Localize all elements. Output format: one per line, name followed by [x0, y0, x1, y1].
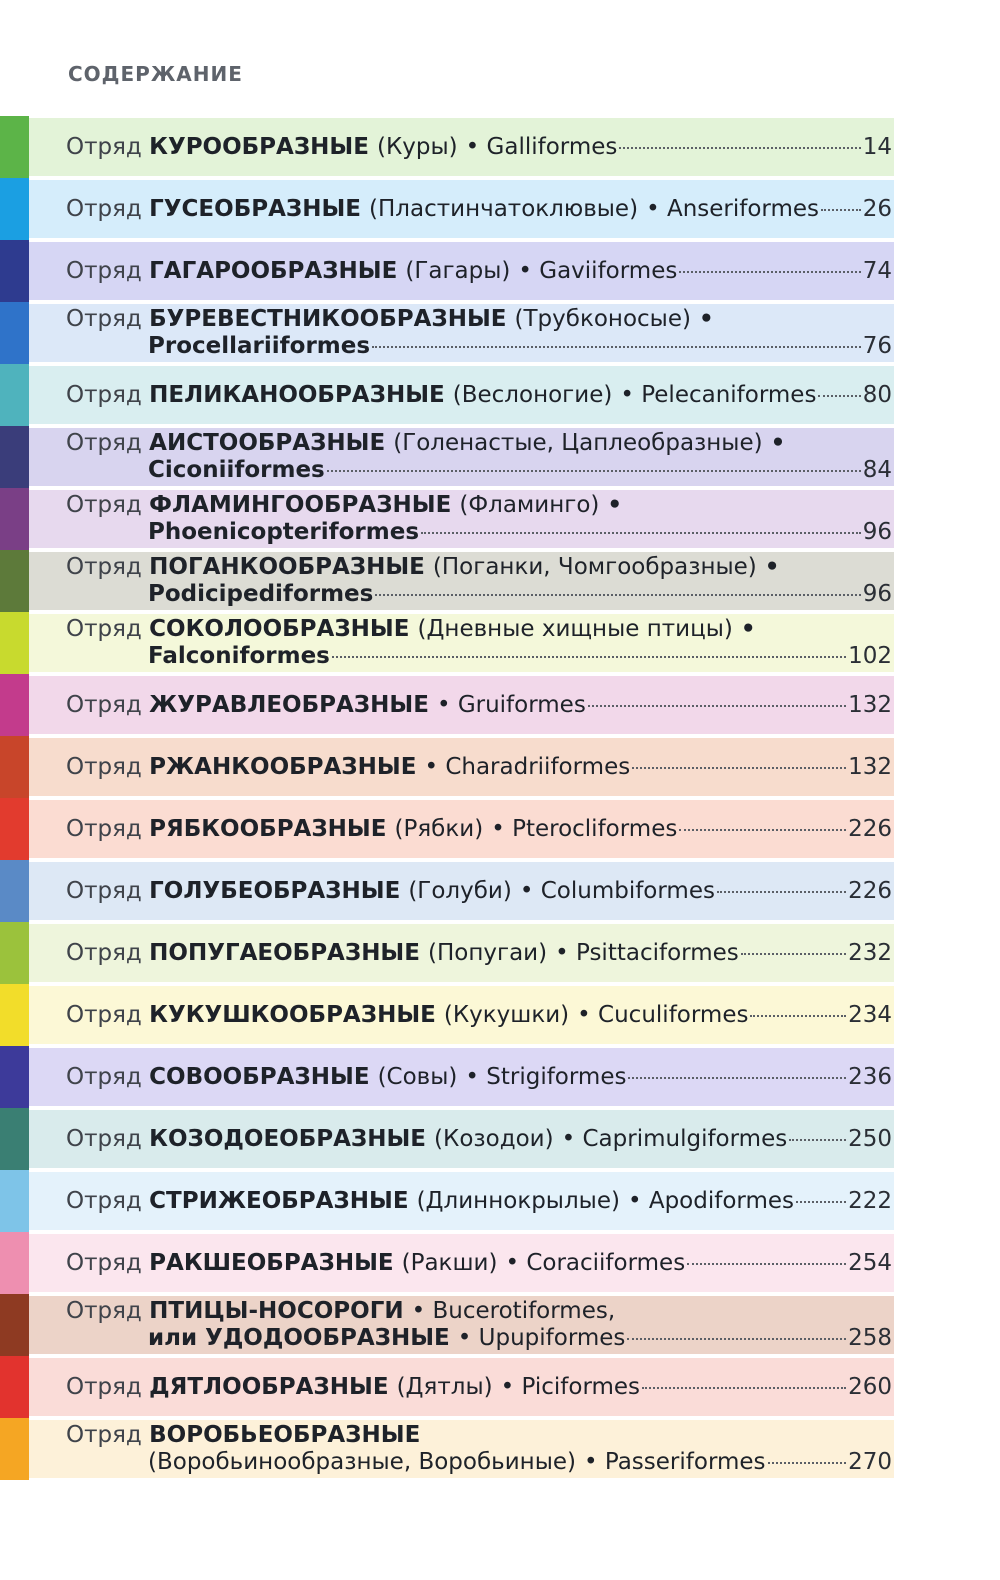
entry-prefix: Отряд [66, 1001, 142, 1028]
entry-prefix: Отряд [66, 1373, 142, 1400]
color-stripe [0, 674, 29, 736]
dot-leader [421, 532, 861, 534]
color-stripe [0, 240, 29, 302]
entry-prefix: Отряд [66, 1063, 142, 1090]
entry-title: КОЗОДОЕОБРАЗНЫЕ (Козодои) • Caprimulgiformes [149, 1125, 788, 1152]
toc-entry[interactable] [0, 116, 894, 178]
entry-title: ПОГАНКООБРАЗНЫЕ (Поганки, Чомгообразные) • [149, 554, 780, 580]
entry-page-number: 226 [848, 815, 892, 842]
entry-line-2 [66, 1449, 892, 1476]
entry-line-1 [66, 1064, 892, 1091]
entry-prefix: Отряд [66, 1422, 142, 1448]
dot-leader [327, 470, 861, 472]
toc-entry[interactable] [0, 1356, 894, 1418]
entry-line-1 [66, 1126, 892, 1153]
entry-page-number: 26 [862, 195, 892, 222]
entry-page-number: 102 [848, 643, 892, 669]
toc-entry[interactable] [0, 674, 894, 736]
entry-page-number: 260 [848, 1373, 892, 1400]
entry-prefix: Отряд [66, 815, 142, 842]
entry-prefix: Отряд [66, 257, 142, 284]
entry-line-1 [66, 754, 892, 781]
entry-line-2 [66, 581, 892, 608]
dot-leader [642, 1387, 846, 1389]
dot-leader [375, 594, 860, 596]
entry-line-1 [66, 1188, 892, 1215]
color-stripe [0, 488, 29, 550]
color-stripe [0, 1170, 29, 1232]
color-stripe [0, 426, 29, 488]
entry-line-2 [66, 519, 892, 546]
entry-page-number: 270 [848, 1449, 892, 1475]
entry-content [66, 382, 892, 409]
entry-page-number: 80 [862, 381, 892, 408]
entry-line-1 [66, 554, 892, 581]
entry-content [66, 1188, 892, 1215]
toc-entry[interactable] [0, 550, 894, 612]
toc-entry[interactable] [0, 488, 894, 550]
color-stripe [0, 1356, 29, 1418]
entry-page-number: 236 [848, 1063, 892, 1090]
entry-prefix: Отряд [66, 691, 142, 718]
dot-leader [372, 346, 861, 348]
entry-page-number: 232 [848, 939, 892, 966]
entry-line-2 [66, 457, 892, 484]
entry-line-1 [66, 430, 892, 457]
entry-line-1 [66, 1002, 892, 1029]
entry-title: ЖУРАВЛЕОБРАЗНЫЕ • Gruiformes [149, 691, 586, 718]
entry-content [66, 754, 892, 781]
entry-page-number: 96 [862, 519, 892, 545]
entry-content [66, 940, 892, 967]
toc-entry[interactable] [0, 922, 894, 984]
toc-entry[interactable] [0, 1294, 894, 1356]
entry-content [66, 134, 892, 161]
entry-page-number: 258 [848, 1325, 892, 1351]
dot-leader [768, 1462, 847, 1464]
entry-prefix: Отряд [66, 1298, 142, 1324]
page-header: СОДЕРЖАНИЕ [68, 62, 243, 86]
entry-title: АИСТООБРАЗНЫЕ (Голенастые, Цаплеобразные) • [149, 430, 786, 456]
color-stripe [0, 1294, 29, 1356]
entry-content [66, 258, 892, 285]
entry-prefix: Отряд [66, 877, 142, 904]
dot-leader [619, 147, 860, 149]
entry-page-number: 132 [848, 753, 892, 780]
entry-content [66, 878, 892, 905]
entry-title: ПЕЛИКАНООБРАЗНЫЕ (Веслоногие) • Pelecaniformes [149, 381, 817, 408]
entry-title: ПТИЦЫ-НОСОРОГИ • Bucerotiformes, [149, 1298, 616, 1324]
toc-entry[interactable] [0, 240, 894, 302]
toc-entry[interactable] [0, 302, 894, 364]
dot-leader [796, 1201, 846, 1203]
dot-leader [679, 271, 860, 273]
table-of-contents [0, 116, 894, 1480]
entry-title: ФЛАМИНГООБРАЗНЫЕ (Фламинго) • [149, 492, 623, 518]
entry-content [66, 554, 892, 608]
entry-prefix: Отряд [66, 492, 142, 518]
entry-page-number: 84 [862, 457, 892, 483]
dot-leader [588, 705, 846, 707]
entry-line-1 [66, 196, 892, 223]
entry-title: СОКОЛООБРАЗНЫЕ (Дневные хищные птицы) • [149, 616, 756, 642]
entry-prefix: Отряд [66, 616, 142, 642]
toc-entry[interactable] [0, 364, 894, 426]
entry-title-continued: Procellariiformes [148, 333, 371, 359]
entry-prefix: Отряд [66, 381, 142, 408]
entry-page-number: 250 [848, 1125, 892, 1152]
entry-content [66, 1374, 892, 1401]
toc-entry[interactable] [0, 1170, 894, 1232]
entry-title-continued: или УДОДООБРАЗНЫЕ • Upupiformes [148, 1325, 626, 1351]
entry-content [66, 1298, 892, 1352]
entry-line-1 [66, 1298, 892, 1325]
entry-title: РЖАНКООБРАЗНЫЕ • Charadriiformes [149, 753, 631, 780]
entry-line-1 [66, 1374, 892, 1401]
entry-line-1 [66, 616, 892, 643]
entry-title: СТРИЖЕОБРАЗНЫЕ (Длиннокрылые) • Apodiformes [149, 1187, 794, 1214]
entry-content [66, 1250, 892, 1277]
toc-entry[interactable] [0, 1418, 894, 1480]
entry-title: КУКУШКООБРАЗНЫЕ (Кукушки) • Cuculiformes [149, 1001, 749, 1028]
color-stripe [0, 922, 29, 984]
entry-prefix: Отряд [66, 133, 142, 160]
entry-content [66, 616, 892, 670]
entry-content [66, 1002, 892, 1029]
dot-leader [687, 1263, 846, 1265]
toc-entry[interactable] [0, 426, 894, 488]
toc-entry[interactable] [0, 984, 894, 1046]
entry-content [66, 196, 892, 223]
entry-page-number: 132 [848, 691, 892, 718]
entry-title-continued: Podicipediformes [148, 581, 374, 607]
entry-title: ДЯТЛООБРАЗНЫЕ (Дятлы) • Piciformes [149, 1373, 641, 1400]
entry-title: РЯБКООБРАЗНЫЕ (Рябки) • Pterocliformes [149, 815, 678, 842]
color-stripe [0, 302, 29, 364]
toc-entry[interactable] [0, 860, 894, 922]
entry-title-continued: Phoenicopteriformes [148, 519, 420, 545]
entry-prefix: Отряд [66, 1249, 142, 1276]
entry-title: КУРООБРАЗНЫЕ (Куры) • Galliformes [149, 133, 618, 160]
color-stripe [0, 1108, 29, 1170]
color-stripe [0, 116, 29, 178]
entry-page-number: 254 [848, 1249, 892, 1276]
entry-title-continued: (Воробьинообразные, Воробьиные) • Passeriformes [148, 1449, 766, 1475]
entry-prefix: Отряд [66, 1125, 142, 1152]
color-stripe [0, 612, 29, 674]
entry-line-2 [66, 1325, 892, 1352]
entry-line-1 [66, 1422, 892, 1449]
entry-page-number: 74 [862, 257, 892, 284]
toc-entry[interactable] [0, 178, 894, 240]
entry-line-1 [66, 1250, 892, 1277]
entry-prefix: Отряд [66, 195, 142, 222]
entry-page-number: 14 [862, 133, 892, 160]
entry-title: ПОПУГАЕОБРАЗНЫЕ (Попугаи) • Psittaciformes [149, 939, 739, 966]
entry-content [66, 306, 892, 360]
entry-line-2 [66, 643, 892, 670]
entry-page-number: 226 [848, 877, 892, 904]
entry-title: СОВООБРАЗНЫЕ (Совы) • Strigiformes [149, 1063, 627, 1090]
toc-entry[interactable] [0, 736, 894, 798]
color-stripe [0, 1418, 29, 1480]
toc-entry[interactable] [0, 612, 894, 674]
entry-prefix: Отряд [66, 939, 142, 966]
entry-title-continued: Falconiformes [148, 643, 330, 669]
entry-line-1 [66, 258, 892, 285]
dot-leader [332, 656, 846, 658]
entry-title: ВОРОБЬЕОБРАЗНЫЕ [149, 1422, 421, 1448]
entry-page-number: 96 [862, 581, 892, 607]
entry-title-continued: Ciconiiformes [148, 457, 325, 483]
entry-content [66, 1064, 892, 1091]
entry-content [66, 816, 892, 843]
entry-content [66, 1126, 892, 1153]
entry-line-1 [66, 816, 892, 843]
entry-line-1 [66, 940, 892, 967]
entry-prefix: Отряд [66, 753, 142, 780]
color-stripe [0, 798, 29, 860]
entry-line-1 [66, 306, 892, 333]
dot-leader [741, 953, 846, 955]
color-stripe [0, 364, 29, 426]
color-stripe [0, 550, 29, 612]
entry-title: БУРЕВЕСТНИКООБРАЗНЫЕ (Трубконосые) • [149, 306, 714, 332]
toc-entry[interactable] [0, 1108, 894, 1170]
entry-line-2 [66, 333, 892, 360]
toc-entry[interactable] [0, 1232, 894, 1294]
dot-leader [717, 891, 846, 893]
entry-prefix: Отряд [66, 430, 142, 456]
entry-line-1 [66, 878, 892, 905]
dot-leader [627, 1338, 846, 1340]
dot-leader [632, 767, 846, 769]
color-stripe [0, 1232, 29, 1294]
toc-entry[interactable] [0, 1046, 894, 1108]
entry-prefix: Отряд [66, 1187, 142, 1214]
toc-entry[interactable] [0, 798, 894, 860]
dot-leader [628, 1077, 846, 1079]
dot-leader [818, 395, 860, 397]
entry-line-1 [66, 382, 892, 409]
entry-line-1 [66, 492, 892, 519]
entry-title: ГОЛУБЕОБРАЗНЫЕ (Голуби) • Columbiformes [149, 877, 715, 904]
dot-leader [750, 1015, 846, 1017]
entry-title: ГУСЕОБРАЗНЫЕ (Пластинчатоклювые) • Anseriformes [149, 195, 820, 222]
entry-prefix: Отряд [66, 554, 142, 580]
entry-page-number: 234 [848, 1001, 892, 1028]
entry-content [66, 1422, 892, 1476]
color-stripe [0, 178, 29, 240]
dot-leader [789, 1139, 846, 1141]
color-stripe [0, 736, 29, 798]
dot-leader [821, 209, 861, 211]
entry-title: ГАГАРООБРАЗНЫЕ (Гагары) • Gaviiformes [149, 257, 678, 284]
entry-content [66, 492, 892, 546]
entry-title: РАКШЕОБРАЗНЫЕ (Ракши) • Coraciiformes [149, 1249, 686, 1276]
entry-line-1 [66, 692, 892, 719]
entry-content [66, 430, 892, 484]
entry-page-number: 222 [848, 1187, 892, 1214]
color-stripe [0, 984, 29, 1046]
dot-leader [679, 829, 846, 831]
color-stripe [0, 1046, 29, 1108]
entry-line-1 [66, 134, 892, 161]
entry-prefix: Отряд [66, 306, 142, 332]
entry-page-number: 76 [862, 333, 892, 359]
color-stripe [0, 860, 29, 922]
entry-content [66, 692, 892, 719]
